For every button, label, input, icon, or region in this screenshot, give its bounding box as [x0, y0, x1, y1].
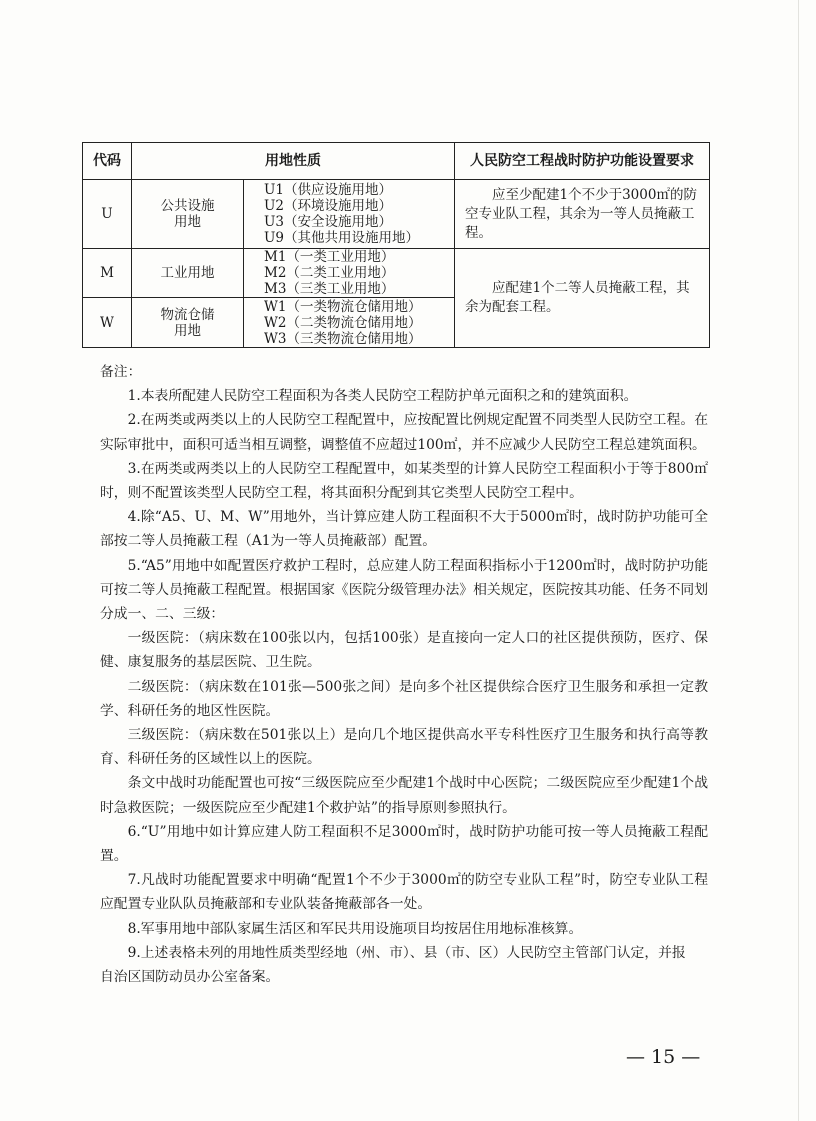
row-subcategories — [244, 298, 455, 348]
note-item: 1.本表所配建人民防空工程面积为各类人民防空工程防护单元面积之和的建筑面积。 — [127, 388, 638, 405]
note-item: 7.凡战时功能配置要求中明确“配置1个不少于3000㎡的防空专业队工程”时，防空专业队工程应配置专业队队员掩蔽部和专业队装备掩蔽部各一处。 — [100, 872, 708, 913]
note-item: 4.除“A5、U、M、W”用地外，当计算应建人防工程面积不大于5000㎡时，战时防护功能可全部按二等人员掩蔽工程（A1为一等人员掩蔽部）配置。 — [100, 509, 708, 550]
subcategory: M2（二类工业用地） — [264, 265, 395, 281]
land-use-table — [82, 142, 710, 348]
note-item-continuation: 自治区国防动员办公室备案。 — [100, 969, 280, 986]
row-subcategories — [244, 249, 455, 298]
subcategory: M3（三类工业用地） — [264, 281, 395, 297]
row-code: M — [83, 249, 132, 298]
row-category — [132, 180, 244, 249]
table-header-row — [83, 143, 710, 180]
table-row-m — [83, 249, 710, 298]
table-row-u — [83, 180, 710, 249]
category-line: 工业用地 — [160, 265, 215, 281]
row-code: W — [83, 298, 132, 348]
requirement-text: 应配建1个二等人员掩蔽工程，其余为配套工程。 — [465, 280, 690, 315]
category-line: 物流仓储 — [160, 306, 215, 323]
category-line: 公共设施 — [160, 198, 215, 214]
notes-heading: 备注： — [100, 364, 142, 380]
note-item: 5.“A5”用地中如配置医疗救护工程时，总应建人防工程面积指标小于1200㎡时，战时防护功能可按二等人员掩蔽工程配置。根据国家《医院分级管理办法》相关规定，医院按其功能、任务不同划分成一、二、三级： — [100, 557, 708, 623]
subcategory: U9（其他共用设施用地） — [264, 230, 419, 246]
category-line: 用地 — [174, 214, 201, 230]
subcategory: U3（安全设施用地） — [264, 214, 392, 230]
row-category — [132, 249, 244, 298]
note-item: 2.在两类或两类以上的人民防空工程配置中，应按配置比例规定配置不同类型人民防空工程。在实际审批中，面积可适当相互调整，调整值不应超过100㎡，并不应减少人民防空工程总建筑面积。 — [100, 412, 708, 453]
note-item: 三级医院：（病床数在501张以上）是向几个地区提供高水平专科性医疗卫生服务和执行高等教育、科研任务的区域性以上的医院。 — [100, 727, 708, 768]
header-land-use: 用地性质 — [132, 143, 455, 180]
subcategory: W1（一类物流仓储用地） — [264, 298, 422, 315]
note-item: 条文中战时功能配置也可按“三级医院应至少配建1个战时中心医院；二级医院应至少配建1个战时急救医院；一级医院应至少配建1个救护站”的指导原则参照执行。 — [100, 775, 708, 816]
row-category — [132, 298, 244, 348]
note-item: 6.“U”用地中如计算应建人防工程面积不足3000㎡时，战时防护功能可按一等人员掩蔽工程配置。 — [100, 823, 708, 865]
category-line: 用地 — [174, 322, 201, 339]
note-item: 3.在两类或两类以上的人民防空工程配置中，如某类型的计算人民防空工程面积小于等于800㎡时，则不配置该类型人民防空工程，将其面积分配到其它类型人民防空工程中。 — [100, 460, 708, 502]
subcategory: W2（二类物流仓储用地） — [264, 314, 422, 331]
header-code: 代码 — [83, 143, 132, 180]
row-code: U — [83, 180, 132, 249]
header-requirement: 人民防空工程战时防护功能设置要求 — [455, 143, 710, 180]
note-item: 8.军事用地中部队家属生活区和军民共用设施项目均按居住用地标准核算。 — [127, 920, 583, 937]
row-requirement-shared — [455, 249, 710, 348]
subcategory: W3（三类物流仓储用地） — [264, 330, 422, 347]
requirement-text: 应至少配建1个不少于3000㎡的防空专业队工程，其余为一等人员掩蔽工程。 — [465, 186, 697, 241]
row-subcategories — [244, 180, 455, 249]
subcategory: M1（一类工业用地） — [264, 249, 395, 265]
subcategory: U2（环境设施用地） — [264, 198, 392, 214]
notes-section — [100, 360, 708, 989]
subcategory: U1（供应设施用地） — [264, 182, 392, 198]
note-item: 二级医院：（病床数在101张—500张之间）是向多个社区提供综合医疗卫生服务和承担一定教学、科研任务的地区性医院。 — [100, 678, 708, 719]
row-requirement — [455, 180, 710, 249]
note-item: 一级医院：（病床数在100张以内，包括100张）是直接向一定人口的社区提供预防，医疗、保健、康复服务的基层医院、卫生院。 — [100, 630, 708, 671]
scan-edge-line — [798, 0, 799, 1121]
page-number: — 15 — — [626, 1046, 701, 1068]
note-item: 9.上述表格未列的用地性质类型经地（州、市）、县（市、区）人民防空主管部门认定，并报 — [127, 944, 686, 961]
